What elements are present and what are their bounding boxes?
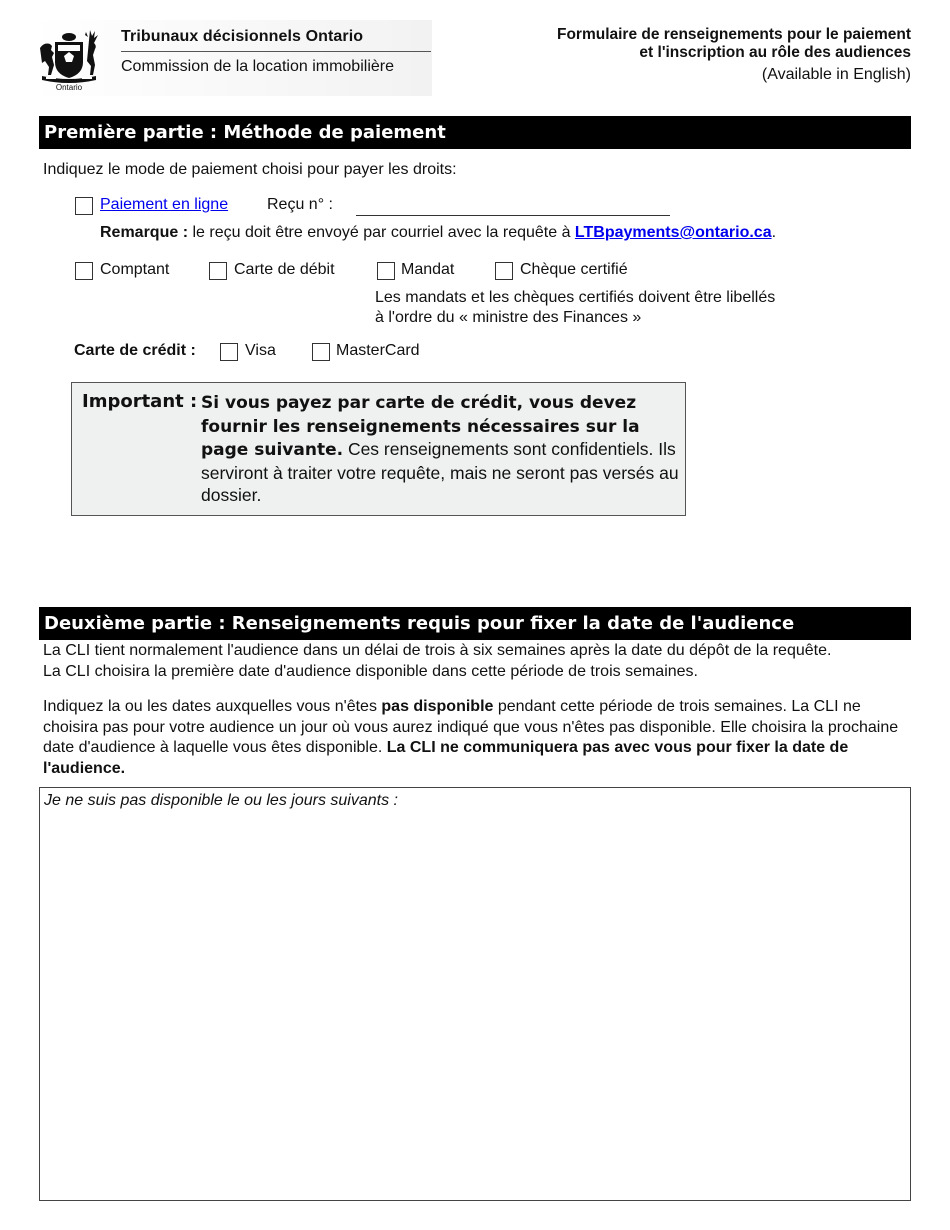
organization-name: Tribunaux décisionnels Ontario (121, 28, 364, 45)
header-divider (121, 51, 431, 52)
payable-note-line-1: Les mandats et les chèques certifiés doivent être libellés (375, 289, 776, 306)
part2-para2 (43, 697, 909, 779)
visa-checkbox[interactable] (220, 343, 238, 361)
form-title-line-2: et l'inscription au rôle des audiences (639, 44, 911, 61)
note-label: Remarque : (100, 224, 189, 241)
receipt-note (100, 223, 776, 243)
receipt-number-field[interactable] (358, 194, 668, 214)
payment-instruction: Indiquez le mode de paiement choisi pour payer les droits: (43, 161, 457, 178)
important-bold-text: Si vous payez par carte de crédit, vous devez fournir les renseignements nécessaires sur la page suivante. (201, 393, 640, 460)
payable-note-line-2: à l'ordre du « ministre des Finances » (375, 309, 642, 326)
certified-cheque-label: Chèque certifié (520, 261, 628, 278)
unavailable-dates-label: Je ne suis pas disponible le ou les jours suivants : (44, 792, 398, 809)
visa-label: Visa (245, 342, 276, 359)
money-order-label: Mandat (401, 261, 455, 278)
part2-para1-line1: La CLI tient normalement l'audience dans un délai de trois à six semaines après la date du dépôt de la requête. (43, 642, 832, 659)
language-note: (Available in English) (761, 66, 911, 83)
debit-card-checkbox[interactable] (209, 262, 227, 280)
online-payment-link[interactable]: Paiement en ligne (100, 196, 229, 213)
ontario-coat-of-arms-logo (38, 26, 100, 92)
board-name: Commission de la location immobilière (121, 58, 394, 75)
para2-bold-no-contact: La CLI ne communiquera pas avec vous pour fixer la date de l'audience. (43, 739, 849, 777)
certified-cheque-checkbox[interactable] (495, 262, 513, 280)
unavailable-dates-field[interactable] (39, 787, 911, 1201)
part2-para1-line2: La CLI choisira la première date d'audience disponible dans cette période de trois semaines. (43, 663, 698, 680)
cash-label: Comptant (100, 261, 170, 278)
important-text (201, 391, 685, 507)
mastercard-checkbox[interactable] (312, 343, 330, 361)
form-title (451, 26, 911, 62)
note-text: le reçu doit être envoyé par courriel avec la requête à (188, 224, 575, 241)
receipt-number-underline (356, 215, 670, 216)
credit-card-label: Carte de crédit : (74, 342, 196, 359)
note-end: . (771, 224, 777, 241)
para2-bold-not-available: pas disponible (381, 698, 494, 715)
ltb-payments-email-link[interactable]: LTBpayments@ontario.ca (574, 224, 772, 241)
important-regular-text: Ces renseignements sont confidentiels. Ils serviront à traiter votre requête, mais ne seront pas versés au dossier. (201, 439, 679, 505)
form-title-line-1: Formulaire de renseignements pour le paiement (556, 26, 911, 43)
part2-heading: Deuxième partie : Renseignements requis pour fixer la date de l'audience (39, 607, 911, 640)
para2-text-a: Indiquez la ou les dates auxquelles vous n'êtes (43, 698, 382, 715)
debit-card-label: Carte de débit (234, 261, 335, 278)
para2-text-b: pendant cette période de trois semaines. La CLI ne choisira pas pour votre audience un jour où vous aurez indiqué que vous n'êtes pas disponible. Elle choisira la prochaine date d'audience à laquelle vous êtes disponible. (43, 698, 899, 756)
part1-heading: Première partie : Méthode de paiement (39, 116, 911, 149)
money-order-checkbox[interactable] (377, 262, 395, 280)
cash-checkbox[interactable] (75, 262, 93, 280)
mastercard-label: MasterCard (336, 342, 420, 359)
receipt-number-label: Reçu n° : (267, 196, 333, 213)
logo-caption: Ontario (55, 83, 83, 92)
online-payment-checkbox[interactable] (75, 197, 93, 215)
important-label: Important : (82, 391, 198, 412)
